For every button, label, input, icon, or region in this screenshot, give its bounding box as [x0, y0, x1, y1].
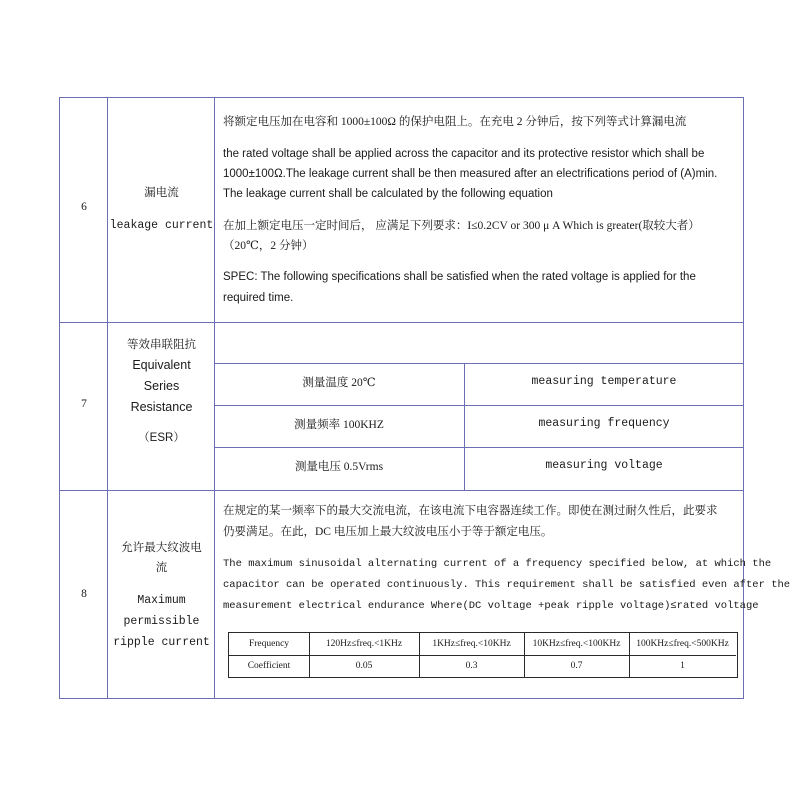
row-6-name-cn: 漏电流 — [144, 187, 179, 199]
esr-temperature-cn: 测量温度 20℃ — [302, 377, 376, 389]
row-8-desc-en-2: capacitor can be operated continuously. This requirement shall be satisfied even after the — [223, 579, 791, 591]
row-8-name-cn-1: 允许最大纹波电 — [121, 542, 202, 554]
coef-value-2: 0.3 — [465, 661, 478, 671]
row-6-requirement-1: 在加上额定电压一定时间后， 应满足下列要求：I≤0.2CV or 300 μ A Which is greater(取较大者） — [223, 220, 700, 232]
row-6-desc-en-3: The leakage current shall be calculated by the following equation — [223, 188, 553, 200]
row-7-name-cn: 等效串联阻抗 — [127, 339, 196, 351]
coef-value-1: 0.05 — [355, 661, 373, 671]
esr-divider-1 — [214, 363, 743, 364]
coef-header-range-2: 1KHz≤freq.<10KHz — [432, 639, 511, 649]
row-6-desc-cn: 将额定电压加在电容和 1000±100Ω 的保护电阻上。在充电 2 分钟后，按下列等式计算漏电流 — [223, 116, 687, 128]
ripple-coefficient-table — [228, 632, 738, 678]
row-8-name-en-1: Maximum — [137, 594, 186, 607]
row-7-name-en-4: （ESR） — [138, 432, 185, 444]
row-6-requirement-2: （20℃，2 分钟） — [223, 240, 314, 252]
row-8-name-en-3: ripple current — [113, 636, 210, 649]
row-6-spec-1: SPEC: The following specifications shall be satisfied when the rated voltage is applied for the — [223, 271, 696, 283]
row-7-name-en-1: Equivalent — [132, 358, 191, 372]
row-6-number: 6 — [81, 201, 87, 213]
esr-voltage-cn: 测量电压 0.5Vrms — [294, 461, 384, 473]
esr-frequency-en: measuring frequency — [538, 417, 670, 430]
row-7-number: 7 — [81, 398, 87, 410]
row-6-desc-en-1: the rated voltage shall be applied across the capacitor and its protective resistor which shall be — [223, 148, 705, 160]
row-8-desc-en-1: The maximum sinusoidal alternating current of a frequency specified below, at which the — [223, 558, 772, 570]
esr-frequency-cn: 测量频率 100KHZ — [294, 419, 384, 431]
row-8-name-en-2: permissible — [123, 615, 200, 628]
row-divider-6-7 — [60, 322, 743, 323]
row-8-number: 8 — [81, 588, 87, 600]
row-8-desc-cn-1: 在规定的某一频率下的最大交流电流，在该电流下电容器连续工作。即使在测过耐久性后，此要求 — [223, 505, 718, 517]
coef-header-range-3: 10KHz≤freq.<100KHz — [532, 639, 621, 649]
row-7-name-en-2: Series — [143, 379, 180, 393]
row-7-name-en-3: Resistance — [130, 400, 193, 414]
coef-header-range-1: 120Hz≤freq.<1KHz — [325, 639, 403, 649]
spec-table — [59, 97, 791, 699]
row-6-spec-2: required time. — [223, 292, 294, 304]
row-6-name-en: leakage current — [109, 219, 214, 232]
row-divider-7-8 — [60, 490, 743, 491]
row-8-desc-en-3: measurement electrical endurance Where(DC voltage +peak ripple voltage)≤rated voltage — [223, 600, 759, 612]
coef-value-3: 0.7 — [570, 661, 583, 671]
row-8-name-cn-2: 流 — [155, 562, 168, 574]
coef-header-range-4: 100KHz≤freq.<500KHz — [636, 639, 729, 649]
esr-voltage-en: measuring voltage — [545, 459, 663, 472]
coef-value-4: 1 — [680, 661, 685, 671]
row-6-desc-en-2: 1000±100Ω.The leakage current shall be then measured after an electrifications period of (A)min. — [223, 168, 718, 180]
esr-divider-2 — [214, 405, 743, 406]
esr-temperature-en: measuring temperature — [531, 375, 677, 388]
coef-header-frequency: Frequency — [248, 639, 290, 649]
coef-label: Coefficient — [247, 661, 291, 671]
esr-divider-3 — [214, 447, 743, 448]
row-8-desc-cn-2: 仍要满足。在此，DC 电压加上最大纹波电压小于等于额定电压。 — [223, 526, 553, 538]
